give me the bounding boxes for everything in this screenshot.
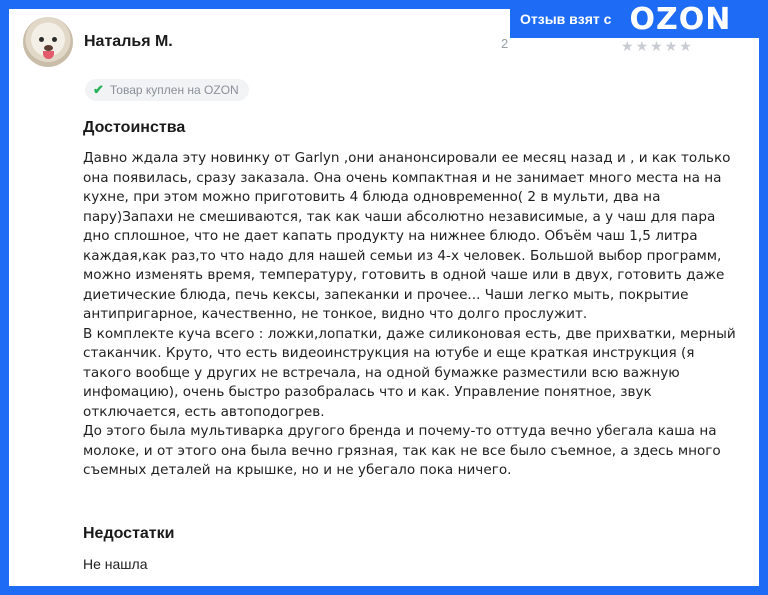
author-name: Наталья М. [84,33,173,50]
pros-paragraph: Давно ждала эту новинку от Garlyn ,они ананонсировали ее месяц назад и , и как только она появилась, сразу заказала. Она очень компактная и не занимает много места на на кухне, при этом можно приготовить 4 блюда одновременно( 2 в мульти, два на пару)Запахи не смешиваются, так как чаши абсолютно независимые, а у чаш для пара дно сплошное, что не дает капать продукту на нижнее блюдо. Объём чаш 1,5 литра каждая,как раз,то что надо для нашей семьи из 4-х человек. Большой выбор программ, можно изменять время, температуру, готовить в одной чаше или в двух, готовить даже диетические блюда, печь кексы, запеканки и прочее... Чаши легко мыть, покрытие антипригарное, качественно, не тонкое, видно что долго прослужит. [83,150,731,322]
review-card [9,9,759,586]
checkmark-icon: ✔ [93,82,104,97]
review-date: 2 [501,36,509,51]
star-icon: ★ [635,38,649,54]
pros-paragraph: В комплекте куча всего : ложки,лопатки, даже силиконовая есть, две прихватки, мерный стаканчик. Круто, что есть видеоинструкция на ютубе и еще краткая инструкция (я такого вообще у других не встречала, на одной бумажке разместили всю важную инфомацию), очень быстро разобралась что и как. Управление понятное, звук отключается, есть автоподогрев. [83,325,736,420]
avatar-tongue [43,51,54,59]
star-icon: ★ [664,38,678,54]
star-icon: ★ [650,38,663,54]
ozon-logo: OZON [629,1,732,37]
pros-text [83,149,743,481]
star-icon: ★ [621,38,634,54]
ozon-source-badge [510,0,768,38]
rating-stars [621,39,692,53]
cons-text: Не нашла [83,556,148,572]
avatar [23,17,73,67]
pros-title: Достоинства [83,119,186,136]
verified-purchase-badge [85,79,249,101]
cons-title: Недостатки [83,525,175,542]
verified-label: Товар куплен на OZON [109,83,239,97]
pros-paragraph: До этого была мультиварка другого бренда и почему-то оттуда вечно убегала каша на молоке, и от этого она была вечно грязная, так как не все было съемное, а здесь много съемных деталей на крышке, но и не убегало пока ничего. [83,423,721,478]
star-icon: ★ [679,38,692,54]
source-label: Отзыв взят с [520,11,612,27]
avatar-eye [52,37,57,42]
avatar-eye [39,37,44,42]
